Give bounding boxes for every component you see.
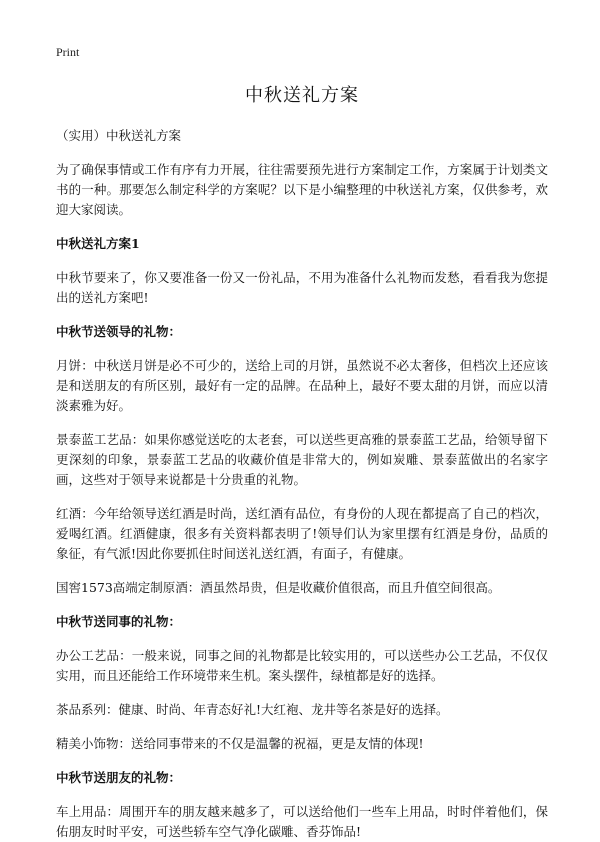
print-link[interactable]: Print <box>56 45 80 59</box>
leaders-heading: 中秋节送领导的礼物： <box>56 324 182 339</box>
intro-label: （实用）中秋送礼方案 <box>56 128 182 143</box>
leaders-item-cloisonne: 景泰蓝工艺品：如果你感觉送吃的太老套，可以送些更高雅的景泰蓝工艺品，给领导留下更深刻的印象，景泰蓝工艺品的收藏价值是非常大的，例如炭雕、景泰蓝做出的名家字画，这些对于领导来说都是十分贵重的礼物。 <box>56 432 548 487</box>
page-title: 中秋送礼方案 <box>245 85 359 106</box>
friends-heading: 中秋节送朋友的礼物： <box>56 770 182 785</box>
intro-paragraph: 为了确保事情或工作有序有力开展，往往需要预先进行方案制定工作，方案属于计划类文书的一种。那要怎么制定科学的方案呢？以下是小编整理的中秋送礼方案，仅供参考，欢迎大家阅读。 <box>56 162 548 217</box>
colleagues-item-tea: 茶品系列：健康、时尚、年青态好礼!大红袍、龙井等名茶是好的选择。 <box>56 702 449 717</box>
section-intro-paragraph: 中秋节要来了，你又要准备一份又一份礼品，不用为准备什么礼物而发愁，看看我为您提出的送礼方案吧! <box>56 270 548 305</box>
leaders-item-wine: 红酒：今年给领导送红酒是时尚，送红酒有品位，有身份的人现在都提高了自己的档次，爱喝红酒。红酒健康，很多有关资料都表明了!领导们认为家里摆有红酒是身份，品质的象征，有气派!因此你要抓住时间送礼送红酒，有面子，有健康。 <box>56 506 548 561</box>
section-heading: 中秋送礼方案1 <box>56 236 140 251</box>
leaders-item-liquor: 国窖1573高端定制原酒：酒虽然昂贵，但是收藏价值很高，而且升值空间很高。 <box>56 580 501 595</box>
colleagues-item-ornament: 精美小饰物：送给同事带来的不仅是温馨的祝福，更是友情的体现! <box>56 736 424 751</box>
colleagues-item-office: 办公工艺品：一般来说，同事之间的礼物都是比较实用的，可以送些办公工艺品，不仅仅实用，而且还能给工作环境带来生机。案头摆件，绿植都是好的选择。 <box>56 648 548 683</box>
leaders-item-mooncake: 月饼：中秋送月饼是必不可少的，送给上司的月饼，虽然说不必太奢侈，但档次上还应该是和送朋友的有所区别，最好有一定的品牌。在品种上，最好不要太甜的月饼，而应以清淡素雅为好。 <box>56 358 548 413</box>
colleagues-heading: 中秋节送同事的礼物： <box>56 614 182 629</box>
friends-item-car: 车上用品：周围开车的朋友越来越多了，可以送给他们一些车上用品，时时伴着他们，保佑朋友时时平安，可送些轿车空气净化碳雕、香芬饰品! <box>56 804 548 839</box>
